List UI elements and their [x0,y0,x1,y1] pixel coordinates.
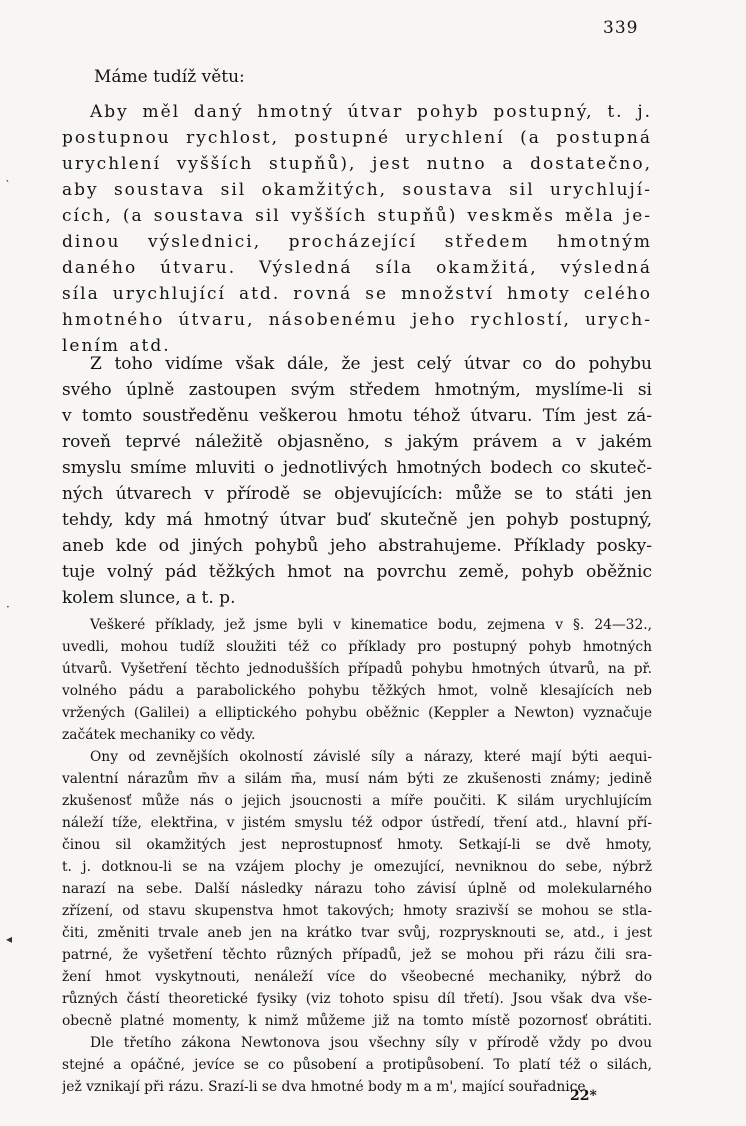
small-text-line: vržených (Galilei) a elliptického pohybu oběžnic (Keppler a Newton) vyznačuje [62,705,652,721]
small-text-line: zkušenosť může nás o jejich jsoucnosti a míře poučiti. K silám urychlujícím [62,793,652,809]
intro-line [94,64,394,90]
theorem-line: hmotného útvaru, násobenému jeho rychlostí, urych- [62,310,652,330]
small-text-block [62,614,652,1098]
small-text-line: patrné, že vyšetření těchto různých případů, jež se mohou při rázu čili sra- [62,947,652,963]
paragraph-line: aneb kde od jiných pohybů jeho abstrahujeme. Příklady posky- [62,536,652,556]
margin-mark: ◂ [6,932,13,946]
small-text-line: Veškeré příklady, jež jsme byli v kinematice bodu, zejmena v §. 24—32., [90,617,652,633]
small-text-line: uvedli, mohou tudíž sloužiti též co příklady pro postupný pohyb hmotných [62,639,652,655]
intro-text: Máme tudíž větu: [94,67,245,87]
small-text-line: obecně platné momenty, k nimž můžeme již na tomto místě pozornosť obrátiti. [62,1013,652,1029]
margin-mark: · [6,600,10,614]
theorem-line: síla urychlující atd. rovná se množství hmoty celého [62,284,652,304]
paragraph-line: kolem slunce, a t. p. [62,588,236,608]
small-text-line: zřízení, od stavu skupenstva hmot takových; hmoty srazivší se mohou se stla- [62,903,652,919]
theorem-line: dinou výslednici, procházející středem hmotným [62,232,652,252]
page-number: 339 [603,18,639,38]
theorem-line: daného útvaru. Výsledná síla okamžitá, výsledná [62,258,652,278]
small-text-line: t. j. dotknou-li se na vzájem plochy je omezující, nevniknou do sebe, nýbrž [62,859,652,875]
small-text-line: útvarů. Vyšetření těchto jednodušších případů pohybu hmotných útvarů, na př. [62,661,652,677]
paragraph-block [62,351,652,611]
paragraph-line: ných útvarech v přírodě se objevujících: může se to státi jen [62,484,652,504]
small-text-line: začátek mechaniky co vědy. [62,727,256,743]
small-text-line: čiti, změniti trvale aneb jen na krátko tvar svůj, rozprysknouti se, atd., i jest [62,925,652,941]
paragraph-line: tuje volný pád těžkých hmot na povrchu země, pohyb oběžnic [62,562,652,582]
paragraph-line: smyslu smíme mluviti o jednotlivých hmotných bodech co skuteč- [62,458,652,478]
paragraph-line: v tomto soustředěnu veškerou hmotu téhož útvaru. Tím jest zá- [62,406,652,426]
small-text-line: žení hmot vyskytnouti, nenáleží více do všeobecné mechaniky, nýbrž do [62,969,652,985]
small-text-line: stejné a opáčné, jevíce se co působení a protipůsobení. To platí též o silách, [62,1057,652,1073]
small-text-line: náleží tíže, elektřina, v jistém smyslu též odpor ústředí, tření atd., hlavní pří- [62,815,652,831]
small-text-line: narazí na sebe. Další následky nárazu toho závisí úplně od molekularného [62,881,652,897]
theorem-line: lením atd. [62,336,171,356]
paragraph-line: tehdy, kdy má hmotný útvar buď skutečně jen pohyb postupný, [62,510,652,530]
margin-mark: ‵ [6,178,9,192]
small-text-line: jež vznikají při rázu. Srazí-li se dva hmotné body m a m', mající souřadnice [62,1079,586,1095]
paragraph-line: Z toho vidíme však dále, že jest celý útvar co do pohybu [90,354,652,374]
small-text-line: Dle třetího zákona Newtonova jsou všechny síly v přírodě vždy po dvou [90,1035,652,1051]
paragraph-line: svého úplně zastoupen svým středem hmotným, myslíme-li si [62,380,652,400]
small-text-line: Ony od zevnějších okolností závislé síly a nárazy, které mají býti aequi- [90,749,652,765]
theorem-line: urychlení vyšších stupňů), jest nutno a dostatečno, [62,154,652,174]
small-text-line: volného pádu a parabolického pohybu těžkých hmot, volně klesajících neb [62,683,652,699]
theorem-line: cích, (a soustava sil vyšších stupňů) veskměs měla je- [62,206,652,226]
small-text-line: valentní nárazům m̄v a silám m̄a, musí nám býti ze zkušenosti známy; jedině [62,771,652,787]
small-text-line: činou sil okamžitých jest neprostupnosť hmoty. Setkají-li se dvě hmoty, [62,837,652,853]
theorem-line: Aby měl daný hmotný útvar pohyb postupný, t. j. [90,102,652,122]
paragraph-line: roveň teprvé náležitě objasněno, s jakým právem a v jakém [62,432,652,452]
signature-mark: 22* [570,1088,597,1104]
small-text-line: různých částí theoretické fysiky (viz tohoto spisu díl třetí). Jsou však dva vše- [62,991,652,1007]
theorem-line: postupnou rychlost, postupné urychlení (a postupná [62,128,652,148]
theorem-line: aby soustava sil okamžitých, soustava sil urychlují- [62,180,652,200]
theorem-block [62,99,652,359]
